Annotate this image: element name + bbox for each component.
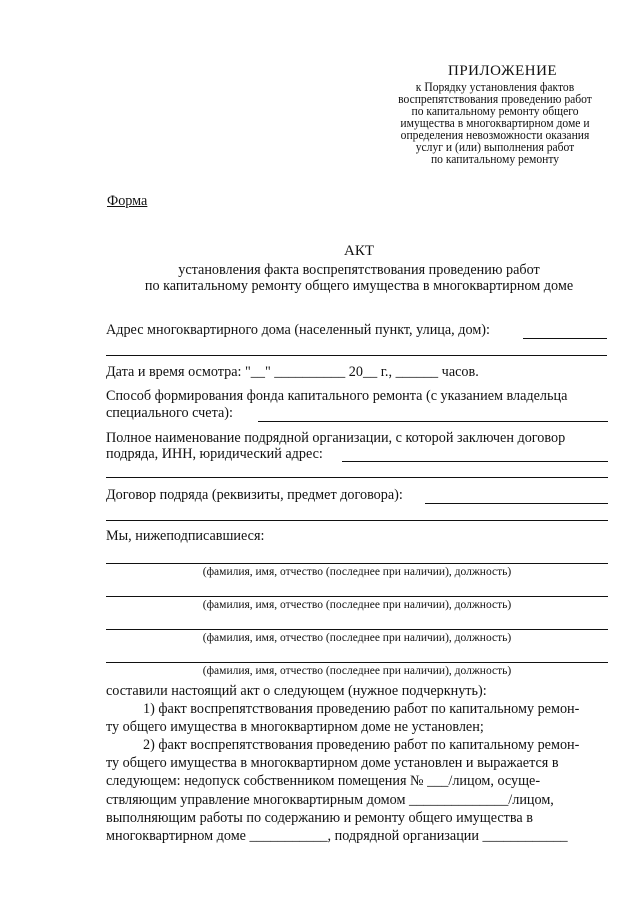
contractor-line2: подряда, ИНН, юридический адрес: bbox=[106, 446, 323, 462]
signatory-hint: (фамилия, имя, отчество (последнее при наличии), должность) bbox=[202, 599, 512, 611]
appendix-line: к Порядку установления фактов bbox=[415, 80, 575, 94]
fund-method-blank[interactable] bbox=[258, 421, 608, 422]
signatory-1-blank[interactable] bbox=[106, 563, 608, 564]
appendix-line: услуг и (или) выполнения работ bbox=[415, 140, 575, 154]
body-intro: составили настоящий акт о следующем (нужное подчеркнуть): bbox=[106, 683, 487, 699]
fund-method-line2: специального счета): bbox=[106, 405, 233, 421]
item-2-line6: многоквартирном доме ___________, подрядной организации ____________ bbox=[106, 828, 568, 844]
act-title: АКТ bbox=[344, 243, 374, 259]
act-subtitle-line2: по капитальному ремонту общего имущества в многоквартирном доме bbox=[144, 278, 574, 294]
item-2-line3: следующем: недопуск собственником помещения № ___/лицом, осуще- bbox=[106, 773, 541, 789]
address-label: Адрес многоквартирного дома (населенный пункт, улица, дом): bbox=[106, 322, 490, 338]
act-subtitle-line1: установления факта воспрепятствования проведению работ bbox=[178, 262, 540, 278]
item-1-line2: ту общего имущества в многоквартирном доме не установлен; bbox=[106, 719, 484, 735]
appendix-line: по капитальному ремонту bbox=[430, 152, 560, 166]
appendix-line: имущества в многоквартирном доме и bbox=[400, 116, 590, 130]
appendix-line: по капитальному ремонту общего bbox=[411, 104, 579, 118]
contract-blank[interactable] bbox=[425, 503, 608, 504]
contractor-blank[interactable] bbox=[342, 461, 608, 462]
item-2-line2: ту общего имущества в многоквартирном доме установлен и выражается в bbox=[106, 755, 559, 771]
form-label: Форма bbox=[107, 193, 148, 209]
item-2-line4: ствляющим управление многоквартирным домом ______________/лицом, bbox=[106, 792, 554, 808]
signatory-hint: (фамилия, имя, отчество (последнее при наличии), должность) bbox=[202, 566, 512, 578]
address-blank[interactable] bbox=[523, 338, 607, 339]
fund-method-line1: Способ формирования фонда капитального ремонта (с указанием владельца bbox=[106, 388, 568, 404]
item-2-line5: выполняющим работы по содержанию и ремонту общего имущества в bbox=[106, 810, 533, 826]
appendix-line: воспрепятствования проведению работ bbox=[398, 92, 592, 106]
address-blank-line2[interactable] bbox=[106, 355, 607, 356]
signatory-2-blank[interactable] bbox=[106, 596, 608, 597]
signatory-hint: (фамилия, имя, отчество (последнее при наличии), должность) bbox=[202, 665, 512, 677]
appendix-line: определения невозможности оказания bbox=[400, 128, 590, 142]
item-2-line1: 2) факт воспрепятствования проведению работ по капитальному ремон- bbox=[143, 737, 580, 753]
contractor-blank-line2[interactable] bbox=[106, 477, 608, 478]
signatory-hint: (фамилия, имя, отчество (последнее при наличии), должность) bbox=[202, 632, 512, 644]
signatories-label: Мы, нижеподписавшиеся: bbox=[106, 528, 265, 544]
signatory-4-blank[interactable] bbox=[106, 662, 608, 663]
datetime-label: Дата и время осмотра: "__" __________ 20__ г., ______ часов. bbox=[106, 364, 479, 380]
contract-label: Договор подряда (реквизиты, предмет договора): bbox=[106, 487, 403, 503]
item-1-line1: 1) факт воспрепятствования проведению работ по капитальному ремон- bbox=[143, 701, 580, 717]
contract-blank-line2[interactable] bbox=[106, 520, 608, 521]
appendix-title: ПРИЛОЖЕНИЕ bbox=[448, 63, 558, 79]
signatory-3-blank[interactable] bbox=[106, 629, 608, 630]
contractor-line1: Полное наименование подрядной организации, с которой заключен договор bbox=[106, 430, 566, 446]
